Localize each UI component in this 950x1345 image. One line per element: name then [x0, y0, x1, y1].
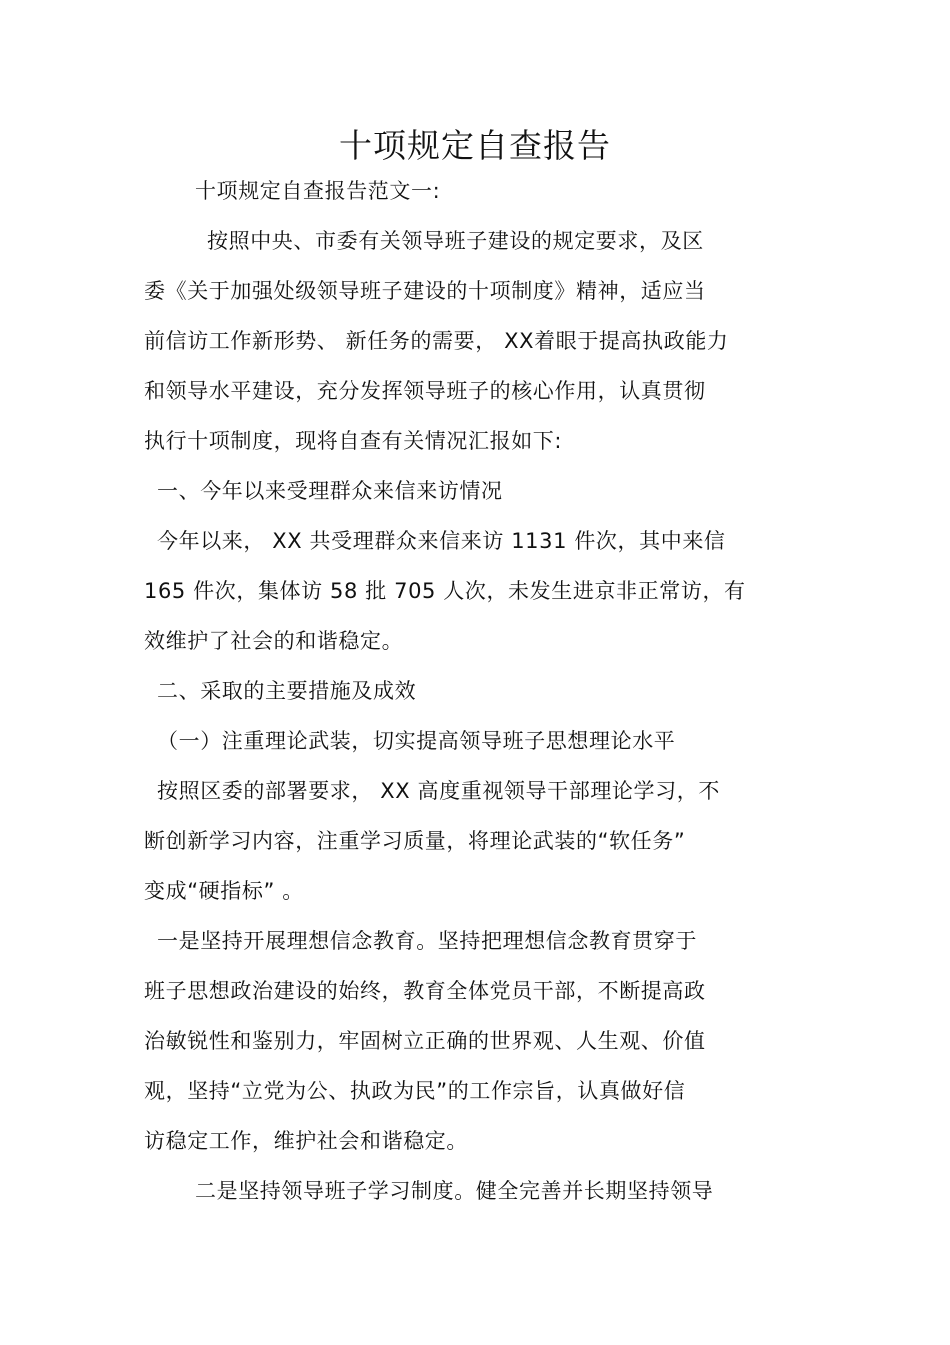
- document-title: 十项规定自查报告: [339, 126, 611, 165]
- paragraph-line: 观，坚持“立党为公、执政为民”的工作宗旨，认真做好信: [144, 1079, 686, 1103]
- paragraph-line: 访稳定工作，维护社会和谐稳定。: [144, 1129, 468, 1153]
- paragraph-line: 按照区委的部署要求， XX 高度重视领导干部理论学习，不: [157, 779, 720, 803]
- paragraph-line: 和领导水平建设，充分发挥领导班子的核心作用，认真贯彻: [144, 379, 706, 403]
- section-heading: 一、今年以来受理群众来信来访情况: [157, 479, 503, 503]
- paragraph-line: 治敏锐性和鉴别力，牢固树立正确的世界观、人生观、价值: [144, 1029, 706, 1053]
- paragraph-line: 班子思想政治建设的始终，教育全体党员干部，不断提高政: [144, 979, 706, 1003]
- paragraph-line: 今年以来， XX 共受理群众来信来访 1131 件次，其中来信: [157, 529, 726, 553]
- paragraph-line: 断创新学习内容，注重学习质量，将理论武装的“软任务”: [144, 829, 686, 853]
- paragraph-line: 二是坚持领导班子学习制度。健全完善并长期坚持领导: [195, 1179, 714, 1203]
- paragraph-line: 十项规定自查报告范文一:: [195, 179, 441, 203]
- paragraph-line: 按照中央、市委有关领导班子建设的规定要求，及区: [207, 229, 704, 253]
- paragraph-line: 效维护了社会的和谐稳定。: [144, 629, 404, 653]
- paragraph-line: 执行十项制度，现将自查有关情况汇报如下:: [144, 429, 563, 453]
- paragraph-line: 一是坚持开展理想信念教育。坚持把理想信念教育贯穿于: [157, 929, 697, 953]
- paragraph-line: 前信访工作新形势、 新任务的需要， XX着眼于提高执政能力: [144, 329, 729, 353]
- subsection-heading: （一）注重理论武装，切实提高领导班子思想理论水平: [157, 729, 676, 753]
- paragraph-line: 委《关于加强处级领导班子建设的十项制度》精神，适应当: [144, 279, 706, 303]
- paragraph-line: 变成“硬指标” 。: [144, 879, 304, 903]
- paragraph-line: 165 件次，集体访 58 批 705 人次，未发生进京非正常访，有: [144, 579, 746, 603]
- section-heading: 二、采取的主要措施及成效: [157, 679, 417, 703]
